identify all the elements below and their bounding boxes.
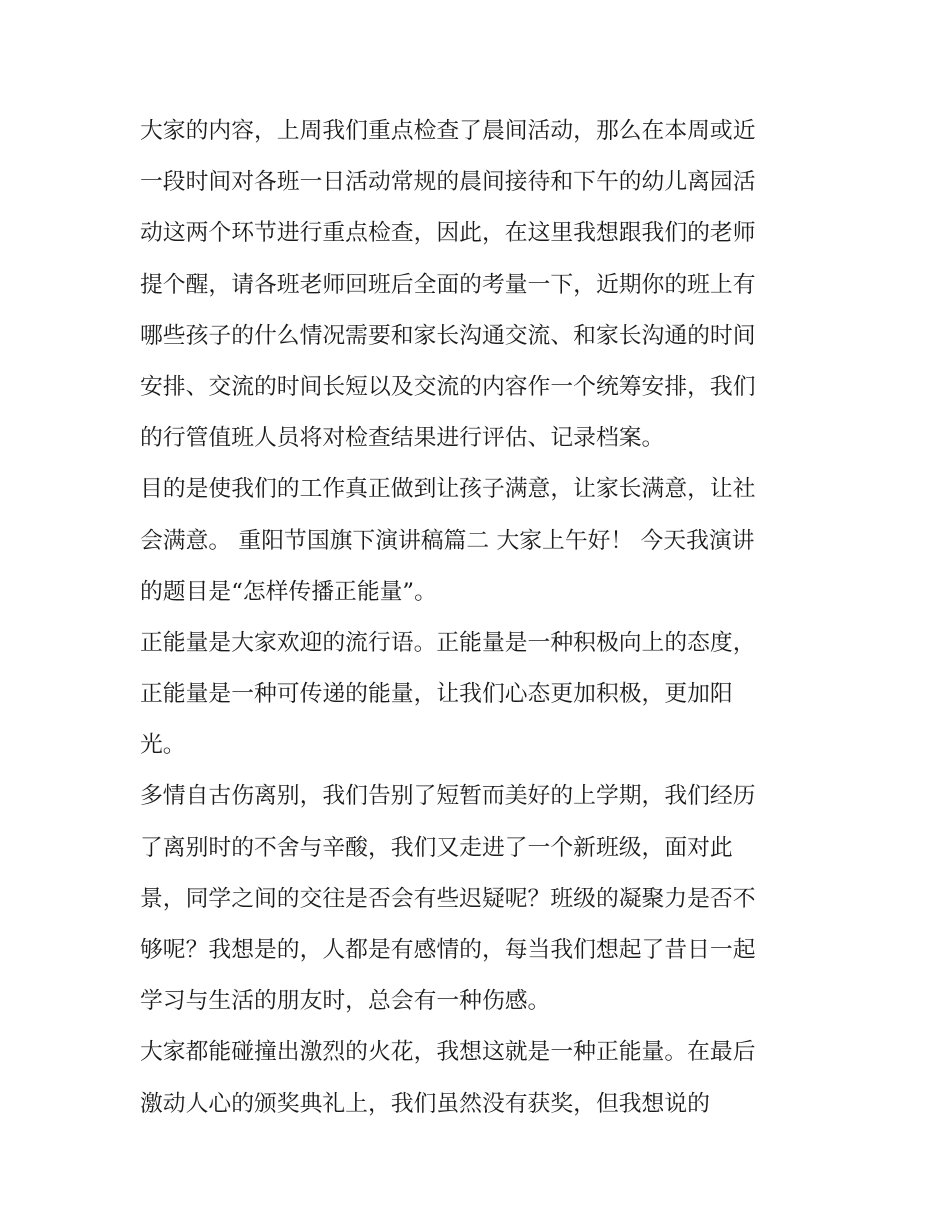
- document-body: [140, 106, 816, 1130]
- text-line: 大家都能碰撞出激烈的火花，我想这就是一种正能量。在最后: [140, 1039, 756, 1066]
- text-line: 安排、交流的时间长短以及交流的内容作一个统筹安排，我们: [140, 373, 756, 400]
- text-line: 大家的内容，上周我们重点检查了晨间活动，那么在本周或近: [140, 118, 756, 144]
- text-line: 学习与生活的朋友时，总会有一种伤感。: [140, 988, 551, 1015]
- text-line: 正能量是一种可传递的能量，让我们心态更加积极，更加阳: [140, 681, 733, 708]
- text-line: 动这两个环节进行重点检查，因此，在这里我想跟我们的老师: [140, 220, 756, 247]
- text-line: 提个醒，请各班老师回班后全面的考量一下，近期你的班上有: [140, 271, 756, 298]
- text-line: 够呢？我想是的，人都是有感情的，每当我们想起了昔日一起: [140, 937, 756, 963]
- text-line: 的行管值班人员将对检查结果进行评估、记录档案。: [140, 425, 665, 452]
- text-line: 目的是使我们的工作真正做到让孩子满意，让家长满意，让社: [140, 476, 756, 503]
- text-line: 会满意。 重阳节国旗下演讲稿篇二 大家上午好！ 今天我演讲: [140, 527, 755, 554]
- text-line: 景，同学之间的交往是否会有些迟疑呢？班级的凝聚力是否不: [140, 885, 756, 912]
- text-line: 多情自古伤离别，我们告别了短暂而美好的上学期，我们经历: [140, 783, 756, 810]
- text-line: 光。: [140, 732, 186, 759]
- text-line: 一段时间对各班一日活动常规的晨间接待和下午的幼儿离园活: [140, 169, 756, 196]
- text-line: 哪些孩子的什么情况需要和家长沟通交流、和家长沟通的时间: [140, 322, 756, 349]
- text-line: 正能量是大家欢迎的流行语。正能量是一种积极向上的态度，: [140, 629, 756, 656]
- text-line: 的题目是“怎样传播正能量”。: [140, 578, 437, 605]
- text-line: 了离别时的不舍与辛酸，我们又走进了一个新班级，面对此: [140, 834, 733, 861]
- text-line: 激动人心的颁奖典礼上，我们虽然没有获奖，但我想说的: [140, 1090, 710, 1117]
